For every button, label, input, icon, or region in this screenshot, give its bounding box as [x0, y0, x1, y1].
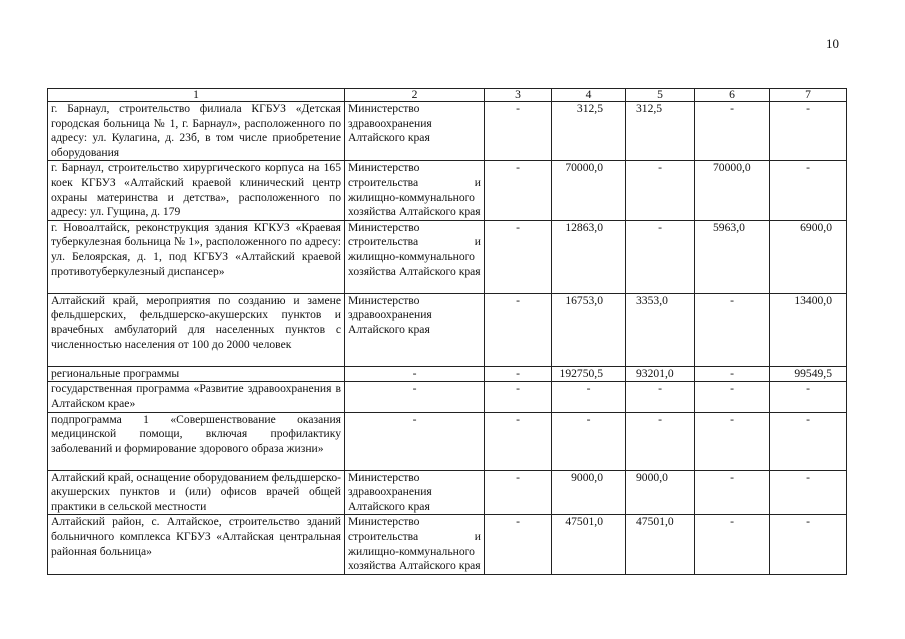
value-cell: 312,5: [552, 102, 626, 161]
measure-cell: Алтайский край, мероприятия по созданию и замене фельдшерских, фельдшерско-акушерских пунктов и врачебных амбулаторий для населенных пунктов с численностью населения от 100 до 2000 человек: [48, 293, 345, 366]
table-row: [48, 515, 847, 574]
responsible-cell: Министерство здравоохранения Алтайского края: [345, 102, 485, 161]
value-cell: 312,5: [626, 102, 695, 161]
measure-cell: государственная программа «Развитие здравоохранения в Алтайском крае»: [48, 382, 345, 412]
value-cell: -: [485, 412, 552, 470]
measure-cell: подпрограмма 1 «Совершенствование оказания медицинской помощи, включая профилактику заболеваний и формирование здорового образа жизни»: [48, 412, 345, 470]
table-row: [48, 220, 847, 293]
value-cell: -: [626, 220, 695, 293]
responsible-cell: -: [345, 366, 485, 382]
value-cell: -: [770, 161, 847, 220]
column-header: 5: [626, 89, 695, 102]
value-cell: 16753,0: [552, 293, 626, 366]
value-cell: -: [552, 382, 626, 412]
value-cell: -: [552, 412, 626, 470]
table-row: [48, 366, 847, 382]
column-header: 7: [770, 89, 847, 102]
value-cell: 93201,0: [626, 366, 695, 382]
value-cell: -: [485, 220, 552, 293]
value-cell: -: [770, 470, 847, 515]
value-cell: -: [485, 366, 552, 382]
value-cell: -: [485, 382, 552, 412]
value-cell: -: [770, 102, 847, 161]
table-row: [48, 470, 847, 515]
value-cell: -: [770, 412, 847, 470]
measure-cell: Алтайский район, с. Алтайское, строительство зданий больничного комплекса КГБУЗ «Алтайская центральная районная больница»: [48, 515, 345, 574]
responsible-cell: Министерство строительства и жилищно-коммунального хозяйства Алтайского края: [345, 515, 485, 574]
value-cell: -: [626, 382, 695, 412]
table-row: [48, 161, 847, 220]
value-cell: -: [770, 382, 847, 412]
measure-cell: Алтайский край, оснащение оборудованием фельдшерско-акушерских пунктов и (или) офисов врачей общей практики в сельской местности: [48, 470, 345, 515]
table-row: [48, 102, 847, 161]
responsible-cell: -: [345, 382, 485, 412]
value-cell: -: [695, 515, 770, 574]
value-cell: -: [626, 161, 695, 220]
value-cell: -: [485, 470, 552, 515]
column-header: 2: [345, 89, 485, 102]
measure-cell: г. Барнаул, строительство хирургического корпуса на 165 коек КГБУЗ «Алтайский краевой клинический центр охраны материнства и детства», расположенного по адресу: ул. Гущина, д. 179: [48, 161, 345, 220]
column-header: 4: [552, 89, 626, 102]
measure-cell: г. Новоалтайск, реконструкция здания КГКУЗ «Краевая туберкулезная больница № 1», расположенного по адресу: ул. Белоярская, д. 1, под КГБУЗ «Алтайский краевой противотуберкулезный диспансер»: [48, 220, 345, 293]
value-cell: -: [485, 161, 552, 220]
responsible-cell: Министерство здравоохранения Алтайского края: [345, 470, 485, 515]
value-cell: 47501,0: [626, 515, 695, 574]
value-cell: 70000,0: [695, 161, 770, 220]
value-cell: 3353,0: [626, 293, 695, 366]
value-cell: -: [626, 412, 695, 470]
responsible-cell: -: [345, 412, 485, 470]
value-cell: 9000,0: [552, 470, 626, 515]
value-cell: -: [695, 366, 770, 382]
value-cell: 99549,5: [770, 366, 847, 382]
column-header: 6: [695, 89, 770, 102]
value-cell: -: [695, 102, 770, 161]
responsible-cell: Министерство строительства и жилищно-коммунального хозяйства Алтайского края: [345, 220, 485, 293]
table-row: [48, 412, 847, 470]
value-cell: 47501,0: [552, 515, 626, 574]
value-cell: 6900,0: [770, 220, 847, 293]
value-cell: -: [695, 412, 770, 470]
column-header: 1: [48, 89, 345, 102]
value-cell: 13400,0: [770, 293, 847, 366]
measure-cell: г. Барнаул, строительство филиала КГБУЗ «Детская городская больница № 1, г. Барнаул», расположенного по адресу: ул. Кулагина, д. 23б, в том числе приобретение оборудования: [48, 102, 345, 161]
value-cell: -: [695, 293, 770, 366]
table-row: [48, 382, 847, 412]
table-row: [48, 293, 847, 366]
column-header: 3: [485, 89, 552, 102]
responsible-cell: Министерство здравоохранения Алтайского края: [345, 293, 485, 366]
value-cell: 192750,5: [552, 366, 626, 382]
value-cell: -: [770, 515, 847, 574]
table-header-row: [48, 89, 847, 102]
value-cell: 5963,0: [695, 220, 770, 293]
budget-table: [47, 88, 847, 575]
page-number: 10: [826, 36, 839, 51]
value-cell: 70000,0: [552, 161, 626, 220]
value-cell: -: [485, 102, 552, 161]
measure-cell: региональные программы: [48, 366, 345, 382]
responsible-cell: Министерство строительства и жилищно-коммунального хозяйства Алтайского края: [345, 161, 485, 220]
value-cell: 9000,0: [626, 470, 695, 515]
value-cell: -: [485, 515, 552, 574]
value-cell: -: [695, 382, 770, 412]
value-cell: -: [695, 470, 770, 515]
value-cell: -: [485, 293, 552, 366]
value-cell: 12863,0: [552, 220, 626, 293]
